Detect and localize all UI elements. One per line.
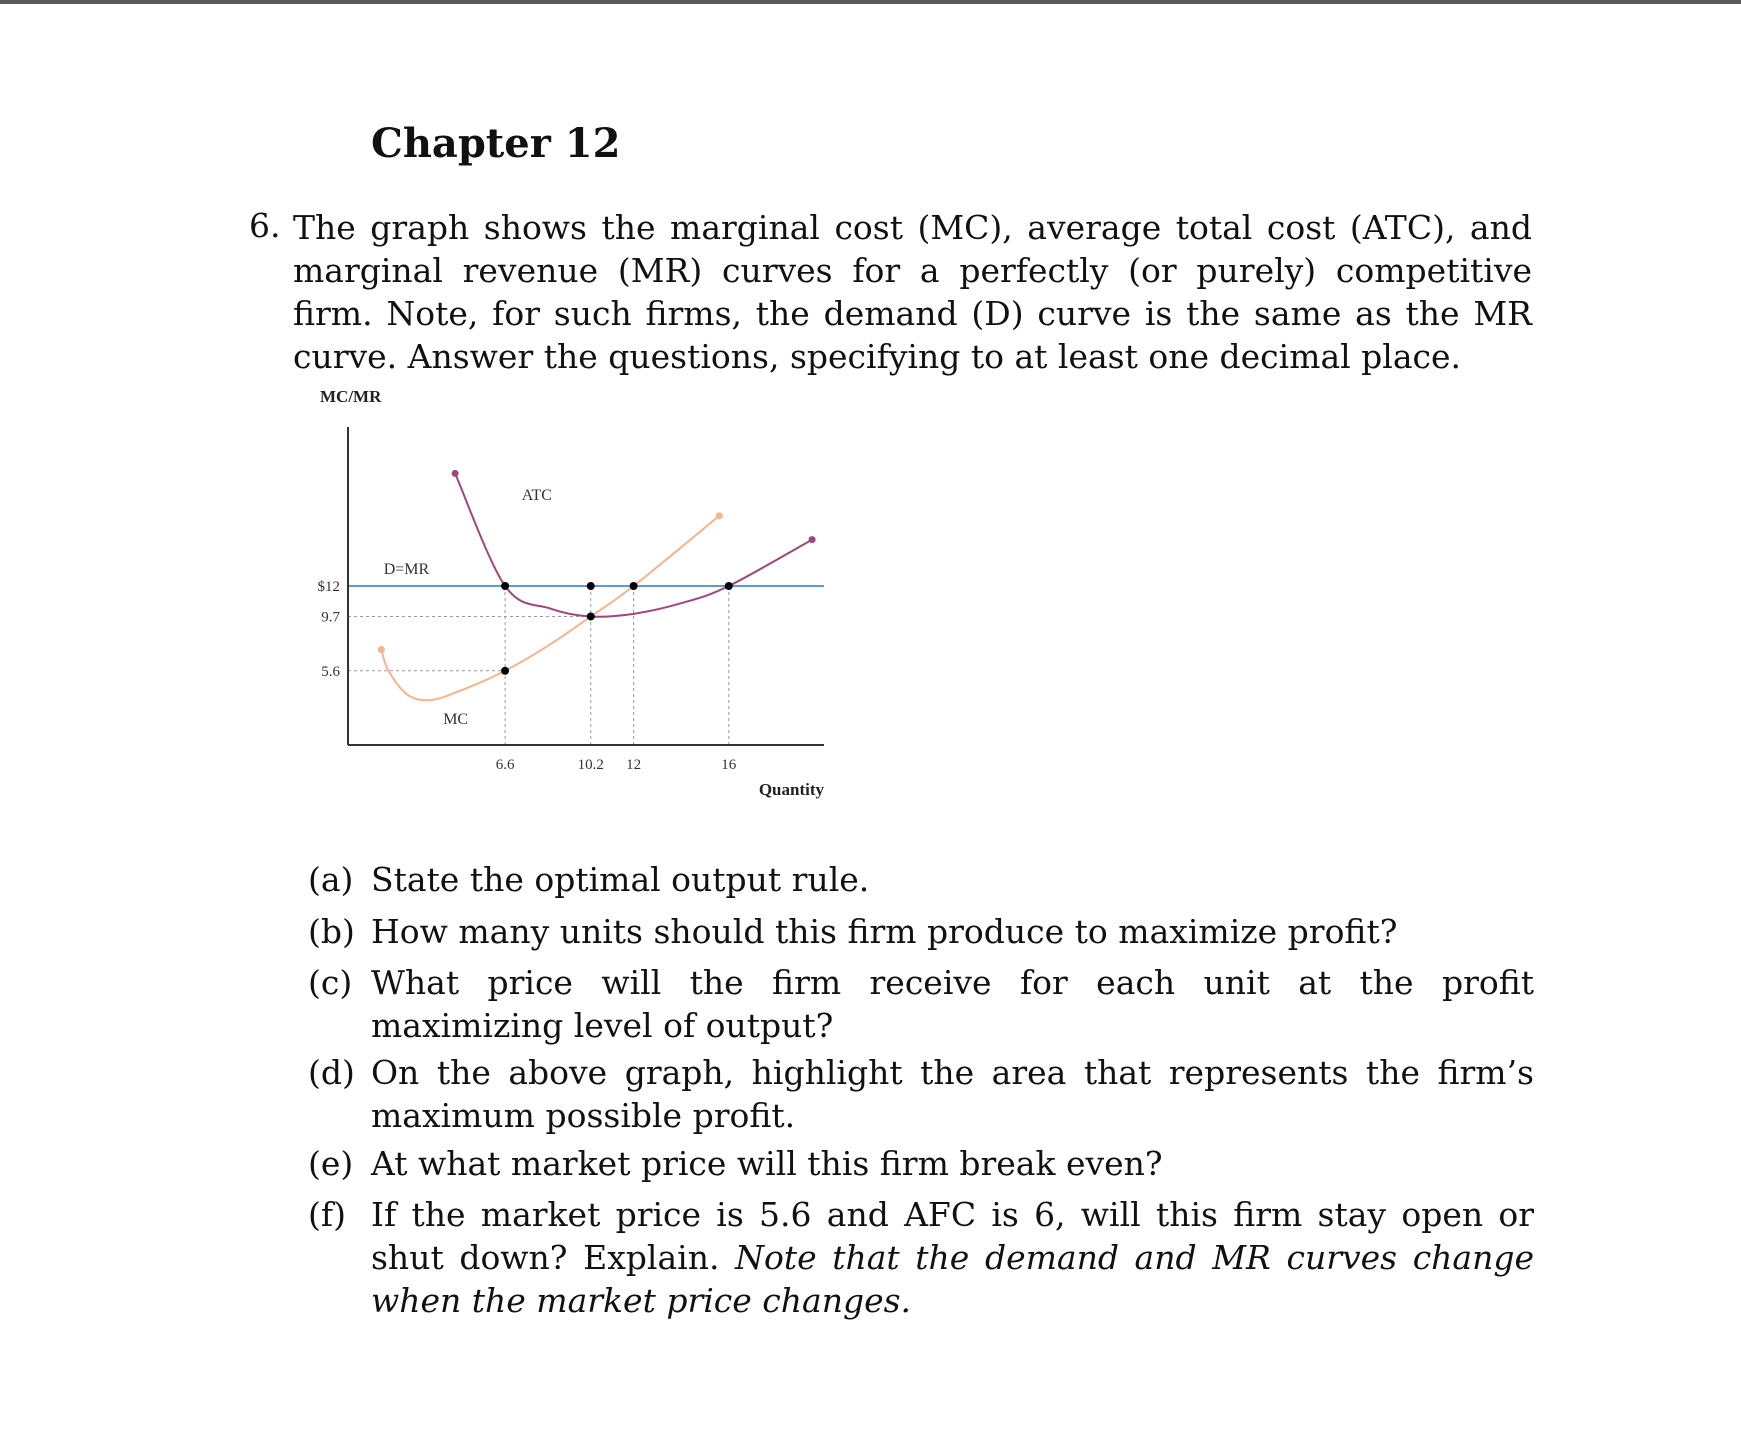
part-label: (b) xyxy=(308,912,355,951)
part-label: (e) xyxy=(308,1144,354,1183)
x-tick-label: 6.6 xyxy=(495,757,515,773)
intersection-point xyxy=(501,582,509,590)
part-f xyxy=(308,1193,1534,1322)
part-text: On the above graph, highlight the area that represents the firm’s maximum possible profit. xyxy=(371,1053,1534,1135)
part-text xyxy=(371,1193,1534,1322)
mc-endpoint xyxy=(378,646,385,653)
curves xyxy=(348,470,824,700)
curve-label: MC xyxy=(443,710,469,728)
mc-endpoint xyxy=(716,512,723,519)
question-number: 6. xyxy=(249,206,281,245)
question-text: The graph shows the marginal cost (MC), average total cost (ATC), and marginal revenue (MR) curves for a perfectly (or purely) competitive firm. Note, for such firms, the demand (D) curve is the same as the MR curve. Answer the questions, specifying to at least one decimal place. xyxy=(293,208,1532,376)
y-axis-title: MC/MR xyxy=(320,387,382,406)
intersection-point xyxy=(587,582,595,590)
x-tick-label: 10.2 xyxy=(577,757,604,773)
chapter-title: Chapter 12 xyxy=(371,120,621,167)
curve-label: ATC xyxy=(521,486,552,504)
part-a xyxy=(308,858,1534,901)
part-b xyxy=(308,910,1534,953)
y-tick-label: 9.7 xyxy=(321,609,340,626)
y-tick-label: $12 xyxy=(317,579,340,595)
atc-endpoint xyxy=(452,470,459,477)
intersection-point xyxy=(587,612,595,620)
intersection-point xyxy=(501,667,509,675)
intersection-point xyxy=(725,582,733,590)
part-text: At what market price will this firm break even? xyxy=(371,1144,1163,1183)
part-label: (d) xyxy=(308,1053,355,1092)
part-note: Note that the demand and MR curves change when the market price changes. xyxy=(371,1238,1535,1320)
x-tick-label: 12 xyxy=(626,757,642,773)
part-text-main: If the market price is 5.6 and AFC is 6, will this firm stay open or shut down? Explain. xyxy=(371,1195,1534,1277)
chart-labels xyxy=(318,387,825,799)
part-text: How many units should this firm produce to maximize profit? xyxy=(371,912,1398,951)
part-label: (a) xyxy=(308,860,354,899)
part-c xyxy=(308,961,1534,1047)
atc-curve xyxy=(455,473,812,616)
part-label: (f) xyxy=(308,1195,346,1234)
y-tick-label: 5.6 xyxy=(321,663,340,680)
top-border xyxy=(0,0,1741,4)
intersection-points xyxy=(501,582,733,675)
part-text: State the optimal output rule. xyxy=(371,860,870,899)
intersection-point xyxy=(630,582,638,590)
cost-curves-graph xyxy=(300,387,900,900)
part-d xyxy=(308,1051,1534,1137)
curve-label: D=MR xyxy=(383,561,430,579)
x-tick-label: 16 xyxy=(721,757,737,773)
x-axis-title: Quantity xyxy=(758,780,824,799)
part-e xyxy=(308,1142,1534,1185)
atc-endpoint xyxy=(809,536,816,543)
guide-lines xyxy=(348,586,729,745)
part-label: (c) xyxy=(308,963,353,1002)
part-text: What price will the firm receive for each unit at the profit maximizing level of output? xyxy=(371,963,1534,1045)
